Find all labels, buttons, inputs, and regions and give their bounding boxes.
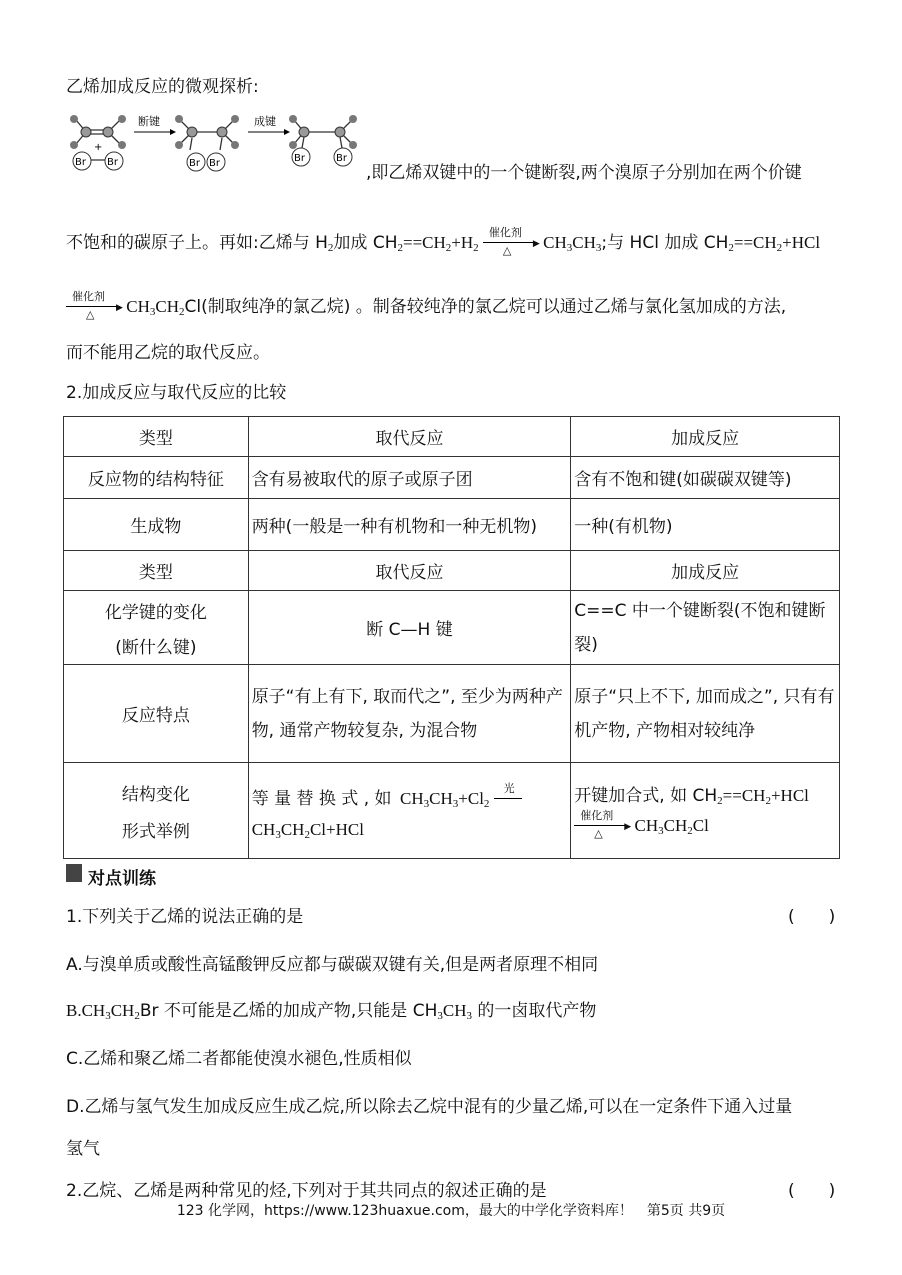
- table-row: [64, 457, 840, 499]
- para3: 催化剂 ▶ △ $CH_3CH_2Cl$(制取纯净的氯乙烷) 。制备较纯净的氯乙烷可以通过乙烯与氯化氢加成的方法,: [66, 292, 786, 322]
- br-atom-label: Br: [294, 153, 305, 164]
- table-cell: 两种(一般是一种有机物和一种无机物): [248, 499, 571, 551]
- row-label: 结构变化 形式举例: [64, 763, 249, 859]
- svg-text:+: +: [94, 142, 103, 153]
- table-cell: 断 C—H 键: [248, 591, 571, 665]
- table-cell: 一种(有机物): [571, 499, 840, 551]
- arrow1-label: 断键: [138, 115, 160, 128]
- table-row: [64, 591, 840, 665]
- header-cell: 取代反应: [248, 551, 571, 591]
- row-label: 反应特点: [64, 665, 249, 763]
- ethylene-addition-diagram: [64, 112, 364, 178]
- table-header-row: [64, 417, 840, 457]
- para2: 不饱和的碳原子上。再如:乙烯与 $H_2$加成 $CH_2==CH_2+H_2$ 催化剂 ▶ △ $CH_3CH_3$;与 HCl 加成 $CH_2==CH_2+HCl$: [66, 227, 821, 258]
- table-cell: 原子“只上不下, 加而成之”, 只有有机产物, 产物相对较纯净: [571, 665, 840, 763]
- table-cell: 开键加合式, 如 $CH_2==CH_2+HCl$ 催化剂 ▶ △ $CH_3CH_2Cl$: [571, 763, 840, 859]
- catalyst-arrow: 催化剂 ▶ △: [483, 230, 539, 258]
- option-a: A.与溴单质或酸性高锰酸钾反应都与碳碳双键有关,但是两者原理不相同: [66, 955, 599, 975]
- row-label: 生成物: [64, 499, 249, 551]
- para4: 而不能用乙烷的取代反应。: [66, 343, 270, 363]
- light-arrow: 光: [494, 786, 524, 814]
- question-1: 1.下列关于乙烯的说法正确的是: [66, 907, 304, 927]
- answer-bracket: ( ): [788, 907, 836, 927]
- row-label: 化学键的变化 (断什么键): [64, 591, 249, 665]
- table-cell: C==C 中一个键断裂(不饱和键断裂): [571, 591, 840, 665]
- header-cell: 类型: [64, 417, 249, 457]
- table-row: [64, 499, 840, 551]
- table-cell: 等 量 替 换 式 , 如 $CH_3CH_3+Cl_2$ 光 $CH_3CH_2Cl+HCl$: [248, 763, 571, 859]
- option-d-cont: 氢气: [66, 1139, 100, 1159]
- comparison-table: [63, 416, 840, 859]
- option-c: C.乙烯和聚乙烯二者都能使溴水褪色,性质相似: [66, 1049, 412, 1069]
- section-heading: 2.加成反应与取代反应的比较: [66, 383, 287, 403]
- para1: ,即乙烯双键中的一个键断裂,两个溴原子分别加在两个价键: [366, 163, 802, 183]
- br-atom-label: Br: [107, 157, 118, 168]
- intro-label: 乙烯加成反应的微观探析:: [66, 77, 259, 97]
- page-footer: 123 化学网，https://www.123huaxue.com，最大的中学化学资料库！ 第5页 共9页: [176, 1203, 726, 1219]
- table-row: [64, 665, 840, 763]
- answer-bracket: ( ): [788, 1181, 836, 1201]
- table-cell: 原子“有上有下, 取而代之”, 至少为两种产物, 通常产物较复杂, 为混合物: [248, 665, 571, 763]
- header-cell: 加成反应: [571, 417, 840, 457]
- br-atom-label: Br: [209, 158, 220, 169]
- arrow2-label: 成键: [254, 115, 276, 128]
- table-header-row: [64, 551, 840, 591]
- option-d: D.乙烯与氢气发生加成反应生成乙烷,所以除去乙烷中混有的少量乙烯,可以在一定条件下通入过量: [66, 1097, 793, 1117]
- header-cell: 取代反应: [248, 417, 571, 457]
- br-atom-label: Br: [189, 158, 200, 169]
- br-atom-label: Br: [336, 153, 347, 164]
- table-cell: 含有不饱和键(如碳碳双键等): [571, 457, 840, 499]
- header-cell: 类型: [64, 551, 249, 591]
- option-b: $B.CH_3CH_2Br$ 不可能是乙烯的加成产物,只能是 $CH_3CH_3$ 的一卤取代产物: [66, 1001, 597, 1022]
- header-cell: 加成反应: [571, 551, 840, 591]
- br-atom-label: Br: [75, 157, 86, 168]
- practice-title: 对点训练: [88, 869, 156, 889]
- catalyst-arrow: 催化剂 ▶ △: [66, 294, 122, 322]
- table-row: [64, 763, 840, 859]
- row-label: 反应物的结构特征: [64, 457, 249, 499]
- question-2: 2.乙烷、乙烯是两种常见的烃,下列对于其共同点的叙述正确的是: [66, 1181, 547, 1201]
- table-cell: 含有易被取代的原子或原子团: [248, 457, 571, 499]
- catalyst-arrow: 催化剂 ▶ △: [574, 813, 630, 841]
- section-marker-icon: [66, 864, 82, 882]
